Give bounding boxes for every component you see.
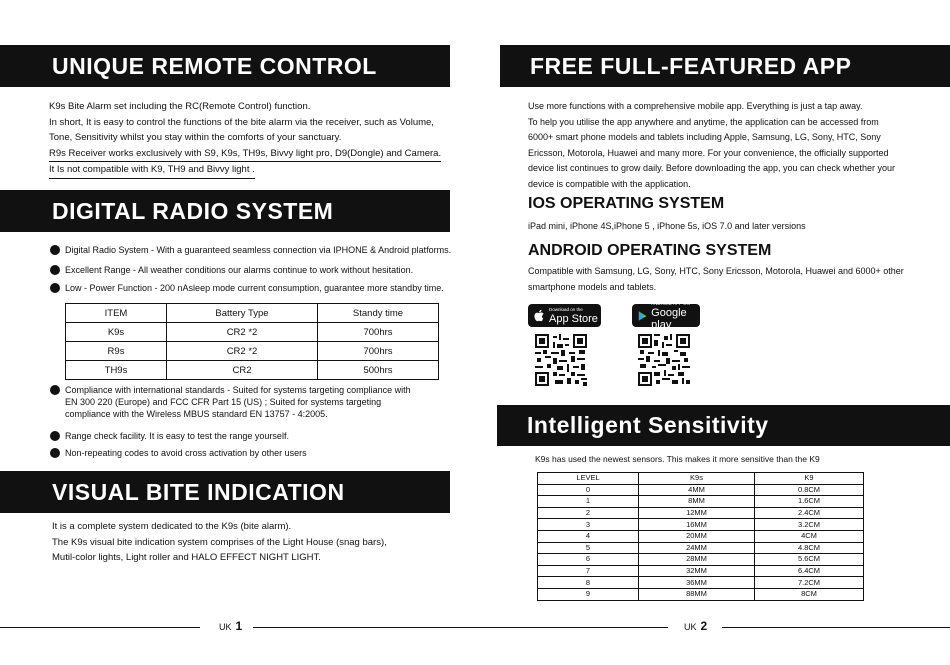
bullet-low-power [50,282,444,294]
table-row [538,530,864,542]
sensitivity-intro: K9s has used the newest sensors. This makes it more sensitive than the K9 [535,454,820,464]
table-cell: 7 [538,565,639,577]
table-cell: 36MM [639,577,755,589]
table-cell: 28MM [639,554,755,566]
table-cell: 1.6CM [755,496,864,508]
app-line-2: To help you utilise the app anywhere and anytime, the application can be accessed from [528,116,879,127]
bullet-icon [50,448,60,458]
remote-note-2: It Is not compatible with K9, TH9 and Bivvy light . [49,162,255,179]
app-store-small: Download on the [549,306,583,312]
table-row [538,507,864,519]
remote-line-2: In short, It is easy to control the functions of the bite alarm via the receiver, such as Volume, [49,116,434,128]
table-row [538,565,864,577]
android-text [528,264,904,295]
ios-text: iPad mini, iPhone 4S,iPhone 5 , iPhone 5s, iOS 7.0 and later versions [528,221,806,231]
remote-line-3: Tone, Sensitivity whilst you stay within the comforts of your sanctuary. [49,132,342,143]
bullet-text: Excellent Range - All weather conditions our alarms continue to work without hesitation. [65,265,414,275]
table-cell: 4MM [639,484,755,496]
table-row [538,496,864,508]
remote-control-banner [0,45,450,87]
col-header-level: LEVEL [538,473,639,485]
table-cell: 24MM [639,542,755,554]
app-line-4: Ericsson, Motorola, Huawei and many more. For your convenience, the officially supported [528,147,889,158]
visual-line-2: The K9s visual bite indication system comprises of the Light House (snag bars), [52,536,387,548]
bullet-non-repeating [50,447,307,459]
app-line-6: device is compatible with the application. [528,178,691,189]
visual-bite-title: VISUAL BITE INDICATION [52,478,345,505]
table-cell: 3.2CM [755,519,864,531]
table-cell: 0.8CM [755,484,864,496]
bullet-excellent-range [50,264,413,276]
bullet-digital-radio [50,244,451,256]
android-line-2: smartphone models and tablets. [528,281,657,292]
col-header-standby: Standy time [318,304,439,323]
footer-rule-center [253,627,668,628]
app-store-label: App Store [549,312,598,325]
bullet-icon [50,385,60,395]
table-cell: K9s [66,323,167,342]
page-number: 1 [235,619,243,633]
table-cell: 6.4CM [755,565,864,577]
table-cell: 5.6CM [755,554,864,566]
ios-heading: IOS OPERATING SYSTEM [528,195,725,212]
footer-rule-left [0,627,200,628]
table-cell: 6 [538,554,639,566]
table-cell: 8CM [755,588,864,600]
table-cell: CR2 [167,361,318,380]
app-line-1: Use more functions with a comprehensive mobile app. Everything is just a tap away. [528,101,863,111]
table-cell: 7.2CM [755,577,864,589]
app-title: FREE FULL-FEATURED APP [530,52,852,79]
table-cell: 4 [538,530,639,542]
app-line-3: 6000+ smart phone models and tablets including Apple, Samsung, LG, Sony, HTC, Sony [528,132,881,142]
table-row [538,519,864,531]
col-header-k9s: K9s [639,473,755,485]
table-cell: 700hrs [318,323,439,342]
table-cell: 12MM [639,507,755,519]
sensitivity-banner [497,405,950,446]
battery-table [65,303,439,380]
table-cell: CR2 *2 [167,323,318,342]
table-cell: 4CM [755,530,864,542]
table-cell: 20MM [639,530,755,542]
remote-control-title: UNIQUE REMOTE CONTROL [52,52,377,79]
app-text [528,99,895,192]
page-number: 2 [700,619,708,633]
bullet-text: Compliance with international standards - Suited for systems targeting compliance with [65,385,411,395]
visual-line-3: Mutil-color lights, Light roller and HALO EFFECT NIGHT LIGHT. [52,552,321,563]
app-store-badge[interactable] [528,304,601,327]
visual-line-1: It is a complete system dedicated to the K9s (bite alarm). [52,521,292,532]
apple-icon [534,309,545,322]
table-cell: 9 [538,588,639,600]
table-cell: 5 [538,542,639,554]
table-row [538,588,864,600]
bullet-text: compliance with the Wireless MBUS standard EN 13757 - 4:2005. [65,409,328,419]
table-row [66,361,439,380]
visual-bite-banner [0,471,450,513]
footer-rule-right [722,627,950,628]
bullet-compliance [50,384,411,420]
page-number-2 [684,619,707,633]
table-cell: 700hrs [318,342,439,361]
table-cell: 4.8CM [755,542,864,554]
table-cell: TH9s [66,361,167,380]
google-play-badge[interactable] [632,300,700,331]
bullet-icon [50,431,60,441]
col-header-battery: Battery Type [167,304,318,323]
sensitivity-table [537,472,864,601]
bullet-text: Low - Power Function - 200 nAsleep mode current consumption, guarantee more standby time. [65,283,444,293]
col-header-k9: K9 [755,473,864,485]
bullet-text: Digital Radio System - With a guaranteed seamless connection via IPHONE & Android platforms. [65,245,452,255]
bullet-text: EN 300 220 (Europe) and FCC CFR Part 15 (US) ; Suited for systems targeting [65,397,382,407]
table-row [66,323,439,342]
google-play-icon [638,310,647,322]
remote-control-text [49,99,441,179]
table-cell: 500hrs [318,361,439,380]
digital-radio-title: DIGITAL RADIO SYSTEM [52,197,334,224]
table-cell: 8 [538,577,639,589]
table-cell: 0 [538,484,639,496]
app-line-5: device list continues to grow daily. Before downloading the app, you can check whether your [528,163,896,173]
table-cell: 8MM [639,496,755,508]
android-heading: ANDROID OPERATING SYSTEM [528,242,772,259]
page-prefix: UK [684,622,697,632]
page-number-1 [219,619,242,633]
table-cell: R9s [66,342,167,361]
table-cell: 88MM [639,588,755,600]
col-header-item: ITEM [66,304,167,323]
table-row [538,577,864,589]
google-play-label: Google play [651,306,687,331]
table-cell: 16MM [639,519,755,531]
table-cell: 32MM [639,565,755,577]
table-header-row [538,473,864,485]
sensitivity-title: Intelligent Sensitivity [527,412,769,438]
bullet-text: Non-repeating codes to avoid cross activation by other users [65,448,307,458]
bullet-icon [50,265,60,275]
table-cell: 2 [538,507,639,519]
bullet-range-check [50,430,289,442]
table-row [538,554,864,566]
remote-note-1: R9s Receiver works exclusively with S9, K9s, TH9s, Bivvy light pro, D9(Dongle) and Camera. [49,146,441,163]
qr-code-android[interactable] [638,334,690,386]
bullet-icon [50,283,60,293]
table-cell: 2.4CM [755,507,864,519]
visual-bite-text [52,519,387,566]
table-cell: 3 [538,519,639,531]
bullet-icon [50,245,60,255]
app-banner [500,45,950,87]
bullet-text: Range check facility. It is easy to test the range yourself. [65,431,289,441]
table-row [538,484,864,496]
table-cell: CR2 *2 [167,342,318,361]
table-row [66,342,439,361]
table-cell: 1 [538,496,639,508]
table-header-row [66,304,439,323]
table-row [538,542,864,554]
digital-radio-banner [0,190,450,232]
remote-line-1: K9s Bite Alarm set including the RC(Remote Control) function. [49,101,311,112]
qr-code-ios[interactable] [535,334,587,386]
google-play-small: ANDROID APP ON [651,300,690,306]
page-prefix: UK [219,622,232,632]
android-line-1: Compatible with Samsung, LG, Sony, HTC, Sony Ericsson, Motorola, Huawei and 6000+ other [528,266,904,276]
